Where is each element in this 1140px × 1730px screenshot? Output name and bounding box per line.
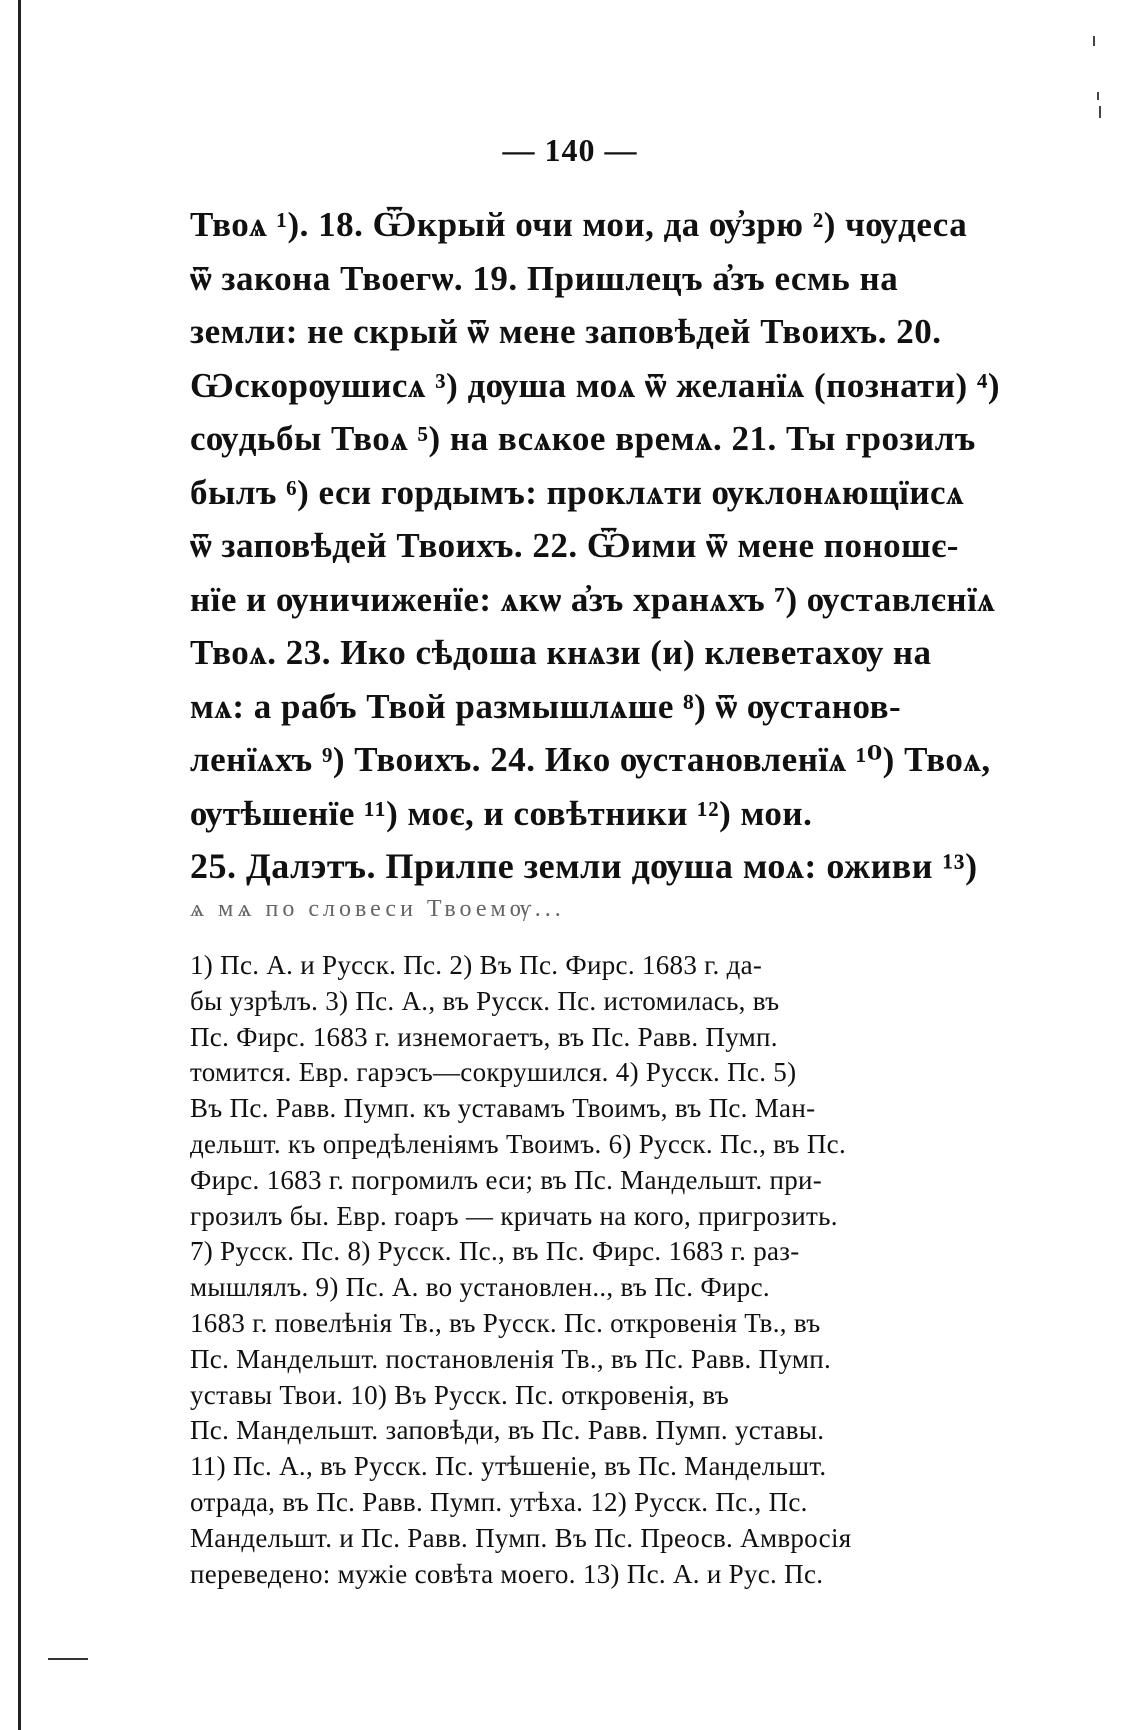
footnotes [190,948,1030,1592]
footnote-line: Мандельшт. и Пс. Равв. Пумп. Въ Пс. Преосв. Амвросія [190,1522,852,1553]
footnote-line: 1) Пс. А. и Русск. Пс. 2) Въ Пс. Фирс. 1683 г. да- [190,950,763,980]
footnote-line: переведено: мужіе совѣта моего. 13) Пс. А. и Рус. Пс. [190,1558,824,1589]
psalm-line: 25. Далэтъ. Прилпе земли дѹша моѧ: оживи ¹³) [190,846,978,886]
scan-speck [1099,106,1101,118]
footnote-line: Пс. Мандельшт. постановленія Тв., въ Пс. Равв. Пумп. [190,1343,832,1374]
psalm-line: нїе и ѹничиженїе: ѧкѡ а҆зъ хранѧхъ ⁷) ѹставлєнїѧ [190,579,996,619]
footnote-line: уставы Твои. 10) Въ Русск. Пс. откровенія, въ [190,1379,729,1410]
page-number: — 140 — [502,132,638,168]
margin-dash [48,1658,88,1660]
psalm-line: ленїѧхъ ⁹) Твоихъ. 24. Ико ѹстановленїѧ ¹⁰) Твоѧ, [190,740,991,779]
footnote-line: мышлялъ. 9) Пс. А. во установлен.., въ Пс. Фирс. [190,1272,770,1303]
psalm-line: мѧ: а рабъ Твой размышлѧше ⁸) ѿ ѹстанов- [190,686,902,726]
footnote-line: Въ Пс. Равв. Пумп. къ уставамъ Твоимъ, въ Пс. Ман- [190,1093,816,1124]
psalm-line: Твоѧ ¹). 18. Ѿкрый очи мои, да ѹ҆зрю ²) чѹдеса [190,205,968,244]
footnote-line: томится. Евр. гарэсъ—сокрушился. 4) Русск. Пс. 5) [190,1057,797,1088]
footnote-line: бы узрѣлъ. 3) Пс. А., въ Русск. Пс. истомилась, въ [190,985,780,1016]
psalm-line: былъ ⁶) еси гордымъ: проклѧти ѹклонѧющїисѧ [190,472,965,512]
psalm-line: Твоѧ. 23. Ико сѣдоша кнѧзи (и) клеветахѹ на [190,633,932,672]
psalm-text [190,198,1030,924]
footnote-line: 11) Пс. А., въ Русск. Пс. утѣшеніе, въ Пс. Мандельшт. [190,1451,827,1482]
footnote-line: дельшт. къ опредѣленіямъ Твоимъ. 6) Русск. Пс., въ Пс. [190,1128,846,1159]
psalm-line: ѿ заповѣдей Твоихъ. 22. Ѿими ѿ мене поношє- [190,526,959,565]
psalm-line: сѹдьбы Твоѧ ⁵) на всѧкое времѧ. 21. Ты грозилъ [190,419,976,458]
psalm-line: земли: не скрый ѿ мене заповѣдей Твоихъ. 20. [190,312,942,351]
scan-speck [1093,36,1095,46]
footnote-line: отрада, въ Пс. Равв. Пумп. утѣха. 12) Русск. Пс., Пс. [190,1486,808,1517]
psalm-line: ѹтѣшенїе ¹¹) моє, и совѣтники ¹²) мои. [190,793,813,833]
page-edge-rule [18,0,21,1730]
footnote-line: 1683 г. повелѣнія Тв., въ Русск. Пс. откровенія Тв., въ [190,1307,821,1338]
footnote-line: Фирс. 1683 г. погромилъ еси; въ Пс. Мандельшт. при- [190,1164,823,1195]
psalm-line: ѿ закона Твоегѡ. 19. Пришлецъ а҆зъ есмь на [190,258,899,298]
footnote-line: грозилъ бы. Евр. гоаръ — кричать на кого, пригрозить. [190,1200,838,1231]
cut-off-line: ѧ мѧ по словеси Твоемѹ... [190,895,565,922]
scan-speck [1097,92,1099,100]
psalm-line: Ѡскорѹшисѧ ³) дѹша моѧ ѿ желанїѧ (познати) ⁴) [190,365,1001,405]
footnote-line: 7) Русск. Пс. 8) Русск. Пс., въ Пс. Фирс. 1683 г. раз- [190,1236,800,1267]
footnote-line: Пс. Фирс. 1683 г. изнемогаетъ, въ Пс. Равв. Пумп. [190,1021,778,1052]
footnote-line: Пс. Мандельшт. заповѣди, въ Пс. Равв. Пумп. уставы. [190,1415,825,1446]
